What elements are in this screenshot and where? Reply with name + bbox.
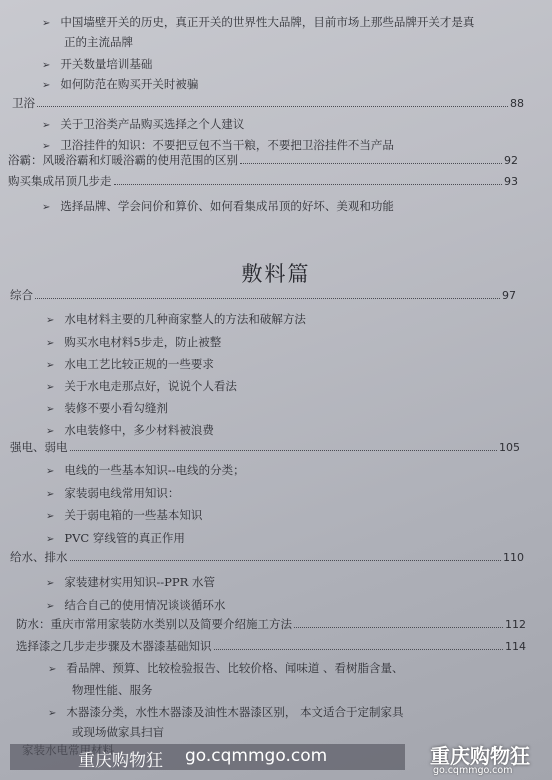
bullet-arrow-icon: ➢ [42, 18, 51, 29]
bullet-arrow-icon: ➢ [46, 534, 55, 545]
toc-entry-label: 浴霸：风暖浴霸和灯暖浴霸的使用范围的区别 [8, 153, 238, 167]
list-item [42, 116, 244, 132]
page-number: 88 [510, 97, 524, 110]
toc-item-text: 水电装修中，多少材料被浪费 [64, 423, 214, 437]
list-item [42, 76, 198, 92]
list-item [46, 400, 168, 416]
toc-item-text: 电线的一些基本知识--电线的分类； [64, 463, 245, 477]
bullet-arrow-icon: ➢ [46, 489, 55, 500]
list-item [46, 356, 214, 372]
bullet-arrow-icon: ➢ [42, 202, 51, 213]
toc-entry-label: 防水：重庆市常用家装防水类别以及简要介绍施工方法 [16, 617, 292, 631]
toc-item-text: 卫浴挂件的知识：不要把豆包不当干粮，不要把卫浴挂件不当产品 [60, 138, 394, 152]
bullet-arrow-icon: ➢ [42, 120, 51, 131]
list-item [42, 198, 394, 214]
bullet-arrow-icon: ➢ [46, 578, 55, 589]
list-item [46, 485, 179, 501]
page-number: 112 [505, 618, 526, 631]
bullet-arrow-icon: ➢ [46, 404, 55, 415]
toc-entry-label: 选择漆之几步走步骤及木器漆基础知识 [16, 639, 212, 653]
toc-entry-bathroom [12, 95, 524, 111]
toc-item-text: 如何防范在购买开关时被骗 [60, 77, 199, 91]
toc-item-text: 关于卫浴类产品购买选择之个人建议 [60, 117, 245, 131]
bullet-arrow-icon: ➢ [48, 664, 57, 675]
toc-entry-electric [10, 439, 520, 455]
toc-item-text: 选择品牌、学会问价和算价、如何看集成吊顶的好坏、美观和功能 [60, 199, 394, 213]
toc-item-text: 水电材料主要的几种商家整人的方法和破解方法 [64, 312, 306, 326]
bullet-arrow-icon: ➢ [46, 426, 55, 437]
toc-item-text: 中国墙壁开关的历史，真正开关的世界性大品牌，目前市场上那些品牌开关才是真 [60, 15, 475, 29]
list-item [46, 574, 215, 590]
page-number: 92 [504, 154, 518, 167]
list-item [46, 422, 214, 438]
toc-item-text: 开关数量培训基础 [60, 57, 153, 71]
dot-leader [294, 627, 503, 628]
toc-item-text: 家装弱电线常用知识： [64, 486, 180, 500]
watermark-logo: 重庆购物狂 [430, 744, 530, 768]
toc-entry-water [10, 549, 524, 565]
list-item [48, 704, 404, 720]
section-title: 敷料篇 [241, 262, 311, 286]
toc-entry-general [10, 287, 516, 303]
list-item [46, 530, 185, 546]
bullet-arrow-icon: ➢ [46, 338, 55, 349]
toc-entry-ceiling [8, 173, 518, 189]
toc-item-text: 看品牌、预算、比较检验报告、比较价格、闻味道 、看树脂含量、 [66, 661, 404, 675]
bullet-arrow-icon: ➢ [42, 141, 51, 152]
page-number: 114 [505, 640, 526, 653]
toc-entry-paint [16, 638, 526, 654]
page-number: 97 [502, 289, 516, 302]
list-item [46, 597, 225, 613]
dot-leader [70, 560, 502, 561]
dot-leader [240, 163, 502, 164]
list-item-continuation [72, 724, 164, 740]
list-item-continuation [64, 34, 133, 50]
list-item-continuation [72, 682, 153, 698]
toc-item-text: 结合自己的使用情况谈谈循环水 [64, 598, 226, 612]
toc-item-text: 或现场做家具扫盲 [72, 725, 164, 739]
list-item [48, 660, 404, 676]
watermark-logo-url: go.cqmmgo.com [433, 765, 513, 776]
bullet-arrow-icon: ➢ [46, 360, 55, 371]
list-item [42, 137, 394, 153]
bullet-arrow-icon: ➢ [46, 601, 55, 612]
list-item [46, 462, 245, 478]
bullet-arrow-icon: ➢ [46, 466, 55, 477]
page-number: 93 [504, 175, 518, 188]
dot-leader [37, 106, 508, 107]
list-item [46, 507, 202, 523]
toc-entry-label: 综合 [10, 288, 33, 302]
dot-leader [114, 184, 503, 185]
bullet-arrow-icon: ➢ [42, 80, 51, 91]
toc-item-text: PVC 穿线管的真正作用 [64, 531, 185, 545]
dot-leader [70, 450, 498, 451]
bullet-arrow-icon: ➢ [42, 60, 51, 71]
page-number: 110 [503, 551, 524, 564]
toc-item-text: 购买水电材料5步走，防止被整 [64, 335, 222, 349]
dot-leader [214, 649, 504, 650]
toc-entry-waterproof [16, 616, 526, 632]
toc-item-text: 关于水电走那点好，说说个人看法 [64, 379, 237, 393]
toc-entry-label: 卫浴 [12, 96, 35, 110]
bullet-arrow-icon: ➢ [48, 708, 57, 719]
toc-item-text: 物理性能、服务 [72, 683, 153, 697]
list-item [42, 56, 152, 72]
toc-entry-label: 给水、排水 [10, 550, 68, 564]
bullet-arrow-icon: ➢ [46, 382, 55, 393]
watermark-brand: 重庆购物狂 [78, 751, 163, 771]
toc-entry-label: 购买集成吊顶几步走 [8, 174, 112, 188]
list-item [46, 378, 237, 394]
toc-item-text: 水电工艺比较正规的一些要求 [64, 357, 214, 371]
list-item [42, 14, 474, 30]
toc-item-text: 家装建材实用知识--PPR 水管 [64, 575, 215, 589]
toc-item-text: 木器漆分类，水性木器漆及油性木器漆区别， 本文适合于定制家具 [66, 705, 404, 719]
list-item [46, 334, 221, 350]
list-item [46, 311, 306, 327]
toc-item-text: 关于弱电箱的一些基本知识 [64, 508, 203, 522]
bullet-arrow-icon: ➢ [46, 315, 55, 326]
dot-leader [35, 298, 500, 299]
bullet-arrow-icon: ➢ [46, 511, 55, 522]
toc-entry-label: 强电、弱电 [10, 440, 68, 454]
page-number: 105 [499, 441, 520, 454]
watermark-url: go.cqmmgo.com [185, 746, 328, 766]
toc-item-text: 正的主流品牌 [64, 35, 133, 49]
toc-entry-bath-heater [8, 152, 518, 168]
toc-item-text: 装修不要小看勾缝剂 [64, 401, 168, 415]
